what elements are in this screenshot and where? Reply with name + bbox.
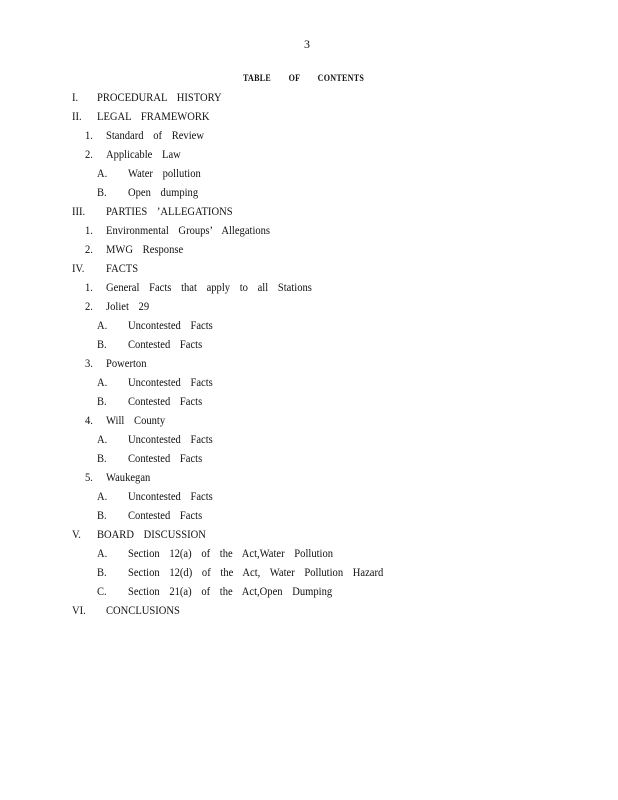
toc-entry-title: Waukegan [106,470,151,484]
toc-entry-number: A. [97,546,108,560]
toc-entry-section-5 [0,525,618,544]
toc-entry-subsection [0,145,618,164]
toc-entry-subsection [0,240,618,259]
toc-entry-title: Joliet 29 [106,299,150,313]
toc-entry-title: Uncontested Facts [128,489,213,503]
toc-entry-number: II. [72,109,82,123]
toc-entry-title: Will County [106,413,166,427]
toc-entry-number: VI. [72,603,86,617]
toc-entry-number: 4. [85,413,93,427]
toc-entry-item [0,544,618,563]
toc-entry-number: 1. [85,280,93,294]
toc-entry-item [0,183,618,202]
toc-entry-title: Uncontested Facts [128,318,213,332]
toc-entry-title: General Facts that apply to all Stations [106,280,312,294]
toc-entry-number: B. [97,394,107,408]
toc-entry-title: Section 12(d) of the Act, Water Pollution Hazard [128,565,384,579]
toc-entry-subsection [0,354,618,373]
toc-entry-title: Contested Facts [128,508,203,522]
toc-entry-number: B. [97,565,107,579]
toc-entry-title: BOARD DISCUSSION [97,527,206,541]
toc-entry-title: Powerton [106,356,147,370]
toc-entry-title: Section 12(a) of the Act,Water Pollution [128,546,334,560]
toc-entry-number: A. [97,375,108,389]
toc-entry-title: Contested Facts [128,451,203,465]
toc-entry-title: Open dumping [128,185,199,199]
toc-entry-title: Contested Facts [128,337,203,351]
toc-entry-item [0,316,618,335]
toc-entry-section-6 [0,601,618,620]
toc-entry-number: 2. [85,299,93,313]
toc-entry-section-3 [0,202,618,221]
toc-entry-title: Section 21(a) of the Act,Open Dumping [128,584,333,598]
toc-entry-title: CONCLUSIONS [106,603,180,617]
toc-entry-number: I. [72,90,79,104]
toc-entry-number: 5. [85,470,93,484]
toc-entry-title: Uncontested Facts [128,375,213,389]
toc-entry-number: V. [72,527,81,541]
toc-entry-number: C. [97,584,107,598]
toc-entry-item [0,487,618,506]
toc-entry-number: IV. [72,261,85,275]
toc-entry-item [0,335,618,354]
toc-entry-item [0,506,618,525]
table-of-contents [0,88,618,620]
toc-entry-subsection [0,126,618,145]
toc-entry-title: PARTIES ’ALLEGATIONS [106,204,233,218]
toc-entry-number: B. [97,185,107,199]
toc-entry-subsection [0,297,618,316]
toc-entry-number: 1. [85,128,93,142]
toc-entry-number: A. [97,318,108,332]
toc-entry-number: 2. [85,147,93,161]
toc-entry-number: B. [97,337,107,351]
toc-entry-item [0,164,618,183]
toc-entry-title: Water pollution [128,166,201,180]
toc-entry-section-4 [0,259,618,278]
toc-entry-title: Contested Facts [128,394,203,408]
toc-entry-section-2 [0,107,618,126]
toc-entry-item [0,373,618,392]
toc-entry-item [0,430,618,449]
toc-entry-number: 2. [85,242,93,256]
toc-entry-title: Uncontested Facts [128,432,213,446]
toc-entry-number: A. [97,166,108,180]
toc-entry-title: Standard of Review [106,128,204,142]
toc-entry-number: A. [97,432,108,446]
toc-entry-section-1 [0,88,618,107]
toc-entry-title: Environmental Groups’ Allegations [106,223,271,237]
toc-entry-number: 1. [85,223,93,237]
toc-entry-item [0,392,618,411]
toc-title: TABLE OF CONTENTS [243,74,365,84]
toc-entry-number: B. [97,451,107,465]
toc-entry-subsection [0,411,618,430]
toc-entry-number: A. [97,489,108,503]
toc-entry-number: 3. [85,356,93,370]
toc-entry-item [0,582,618,601]
toc-entry-subsection [0,221,618,240]
toc-entry-subsection [0,468,618,487]
toc-entry-item [0,449,618,468]
toc-entry-subsection [0,278,618,297]
toc-entry-title: LEGAL FRAMEWORK [97,109,210,123]
toc-entry-title: FACTS [106,261,139,275]
toc-entry-title: MWG Response [106,242,184,256]
toc-entry-title: PROCEDURAL HISTORY [97,90,222,104]
toc-entry-item [0,563,618,582]
toc-entry-title: Applicable Law [106,147,181,161]
page-number: 3 [304,37,311,51]
toc-entry-number: III. [72,204,86,218]
toc-entry-number: B. [97,508,107,522]
